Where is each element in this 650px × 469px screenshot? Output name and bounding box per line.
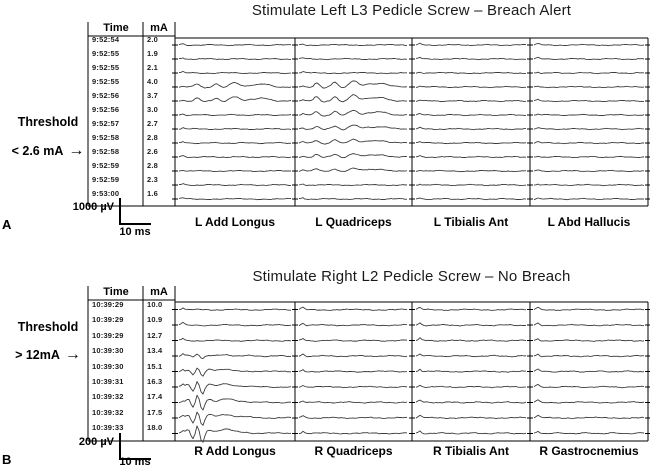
emg-trace: [416, 127, 526, 130]
emg-trace: [299, 72, 407, 74]
emg-trace: [179, 412, 291, 425]
panel-b-label: B: [2, 452, 12, 467]
panel-b-row-time: 10:39:32: [92, 408, 124, 417]
emg-trace: [179, 83, 291, 89]
panel-b-voltage-scale-label: 200 µV: [78, 436, 114, 448]
panel-a-row-ma: 2.3: [147, 175, 159, 184]
panel-b-threshold-text: > 12mA: [15, 348, 60, 362]
emg-trace: [299, 386, 407, 388]
panel-a-ma-column-header: mA: [150, 22, 168, 34]
emg-trace: [179, 395, 291, 410]
emg-trace: [416, 114, 526, 116]
emg-trace: [299, 339, 407, 342]
panel-a-row-ma: 2.1: [147, 63, 159, 72]
panel-b-channel-label: R Tibialis Ant: [432, 444, 509, 458]
panel-a-row-time: 9:52:59: [92, 161, 120, 170]
panel-a-time-scale-label: 10 ms: [119, 226, 151, 238]
emg-trace: [299, 139, 407, 144]
emg-trace: [299, 81, 407, 88]
panel-b-row-time: 10:39:33: [92, 423, 124, 432]
emg-trace: [416, 198, 526, 200]
emg-trace: [534, 384, 644, 388]
emg-trace: [299, 154, 407, 158]
panel-b-threshold-value: [4, 347, 92, 363]
emg-trace: [299, 58, 407, 60]
panel-a-row-ma: 2.8: [147, 133, 159, 142]
emg-trace: [416, 323, 526, 326]
panel-a-threshold-value: [4, 143, 92, 159]
panel-b-row-time: 10:39:29: [92, 315, 124, 324]
panel-b-row-ma: 12.7: [147, 331, 163, 340]
emg-trace: [299, 416, 407, 419]
panel-b-row-ma: 15.1: [147, 362, 163, 371]
emg-trace: [416, 142, 526, 144]
panel-b-row-time: 10:39:32: [92, 392, 124, 401]
panel-b-threshold-label: Threshold: [17, 320, 79, 334]
emg-trace: [534, 114, 644, 116]
emg-trace: [416, 100, 526, 102]
panel-a-row-ma: 2.6: [147, 147, 159, 156]
panel-a-threshold-arrow-icon: →: [68, 142, 85, 159]
panel-a-row-ma: 4.0: [147, 77, 159, 86]
emg-trace: [179, 368, 291, 376]
emg-trace: [299, 44, 407, 46]
panel-a-row-time: 9:52:58: [92, 147, 120, 156]
emg-trace: [299, 354, 407, 357]
emg-trace: [416, 184, 526, 186]
emg-trace: [416, 431, 526, 434]
emg-trace: [534, 354, 644, 357]
emg-trace: [179, 382, 291, 395]
emg-trace: [534, 128, 644, 130]
panel-a-row-time: 9:52:59: [92, 175, 120, 184]
panel-b-row-time: 10:39:30: [92, 362, 124, 371]
emg-trace: [416, 415, 526, 418]
emg-trace: [416, 369, 526, 372]
panel-b-row-time: 10:39:30: [92, 346, 124, 355]
panel-a-row-ma: 3.7: [147, 91, 159, 100]
panel-a-row-ma: 3.0: [147, 105, 159, 114]
emg-trace: [534, 323, 644, 326]
emg-trace: [534, 57, 644, 59]
emg-trace: [416, 156, 526, 158]
emg-trace: [416, 385, 526, 388]
emg-trace: [534, 339, 644, 342]
emg-trace: [179, 44, 291, 46]
emg-trace: [299, 323, 407, 326]
panel-a-row-time: 9:52:54: [92, 35, 120, 44]
emg-trace: [534, 99, 644, 101]
emg-trace: [416, 307, 526, 310]
emg-trace: [179, 97, 291, 102]
emg-trace: [534, 307, 644, 310]
emg-trace: [416, 170, 526, 171]
panel-a-channel-label: L Add Longus: [195, 215, 275, 229]
emg-trace: [299, 198, 407, 200]
emg-trace: [416, 86, 526, 88]
emg-trace: [179, 184, 291, 186]
panel-a-row-time: 9:52:58: [92, 133, 120, 142]
panel-b-row-time: 10:39:31: [92, 377, 124, 386]
panel-b-channel-label: R Quadriceps: [314, 444, 393, 458]
emg-trace: [534, 142, 644, 144]
emg-trace: [179, 354, 291, 359]
emg-trace: [416, 400, 526, 403]
panel-b-threshold-arrow-icon: →: [64, 346, 81, 363]
panel-a-threshold-label: Threshold: [17, 115, 79, 129]
emg-trace: [299, 184, 407, 186]
panel-a-row-time: 9:52:57: [92, 119, 120, 128]
panel-b-channel-label: R Add Longus: [194, 444, 276, 458]
panel-b-row-ma: 18.0: [147, 423, 163, 432]
panel-a-row-time: 9:52:55: [92, 77, 120, 86]
emg-trace: [179, 338, 291, 341]
emg-trace: [534, 198, 644, 200]
panel-b-channel-label: R Gastrocnemius: [539, 444, 639, 458]
panel-b-row-ma: 13.4: [147, 346, 163, 355]
emg-trace: [299, 401, 407, 403]
panel-b-row-time: 10:39:29: [92, 300, 124, 309]
panel-a-title: Stimulate Left L3 Pedicle Screw – Breach Alert: [251, 2, 572, 19]
emg-trace: [179, 308, 291, 311]
panel-a-row-ma: 2.0: [147, 35, 159, 44]
panel-b-row-ma: 10.9: [147, 315, 163, 324]
emg-trace: [299, 95, 407, 102]
emg-trace: [299, 307, 407, 310]
emg-trace: [179, 128, 291, 130]
emg-trace: [416, 72, 526, 73]
emg-trace: [179, 156, 291, 158]
panel-a-label: A: [2, 217, 12, 232]
emg-trace: [534, 170, 644, 172]
panel-b-row-ma: 17.4: [147, 392, 163, 401]
emg-trace: [179, 114, 291, 116]
panel-a-row-time: 9:53:00: [92, 189, 120, 198]
emg-trace: [299, 125, 407, 130]
emg-trace: [299, 168, 407, 172]
panel-b-ma-column-header: mA: [150, 286, 168, 298]
emg-trace: [416, 57, 526, 59]
panel-a-time-column-header: Time: [103, 22, 129, 34]
panel-a-row-ma: 1.9: [147, 49, 159, 58]
emg-trace: [299, 431, 407, 434]
emg-trace: [179, 58, 291, 60]
emg-trace: [534, 369, 644, 372]
emg-trace: [534, 72, 644, 74]
panel-a-voltage-scale-label: 1000 µV: [72, 201, 114, 213]
emg-trace: [416, 338, 526, 342]
panel-a-channel-label: L Abd Hallucis: [547, 215, 631, 229]
emg-trace: [534, 415, 644, 418]
panel-a-row-ma: 1.6: [147, 189, 159, 198]
panel-b-time-scale-label: 10 ms: [119, 456, 151, 468]
panel-b-row-ma: 17.5: [147, 408, 163, 417]
panel-b-title: Stimulate Right L2 Pedicle Screw – No Breach: [252, 268, 571, 285]
emg-trace: [179, 170, 291, 171]
emg-trace: [534, 43, 644, 45]
emg-trace: [534, 184, 644, 186]
panel-a-row-time: 9:52:56: [92, 105, 120, 114]
panel-b-row-ma: 10.0: [147, 300, 163, 309]
panel-a-threshold-text: < 2.6 mA: [11, 144, 64, 158]
panel-b-row-ma: 16.3: [147, 377, 163, 386]
emg-trace: [179, 71, 291, 73]
panel-a-channel-label: L Quadriceps: [315, 215, 392, 229]
panel-a-row-time: 9:52:56: [92, 91, 120, 100]
emg-trace: [179, 426, 291, 442]
panel-a-scale-bar: [119, 198, 151, 225]
emg-trace: [179, 198, 291, 200]
emg-trace: [534, 431, 644, 434]
emg-trace: [416, 354, 526, 357]
emg-trace: [299, 110, 407, 116]
emg-trace: [416, 43, 526, 46]
panel-a-row-ma: 2.8: [147, 161, 159, 170]
panel-b-time-column-header: Time: [103, 286, 129, 298]
panel-a-row-time: 9:52:55: [92, 49, 120, 58]
panel-a-row-ma: 2.7: [147, 119, 159, 128]
emg-trace: [179, 322, 291, 326]
emg-trace: [299, 370, 407, 373]
emg-trace: [179, 142, 291, 144]
emg-trace: [534, 86, 644, 88]
emg-trace: [534, 156, 644, 157]
panel-a-channel-label: L Tibialis Ant: [433, 215, 509, 229]
panel-a-row-time: 9:52:55: [92, 63, 120, 72]
emg-trace: [534, 400, 644, 403]
panel-b-row-time: 10:39:29: [92, 331, 124, 340]
